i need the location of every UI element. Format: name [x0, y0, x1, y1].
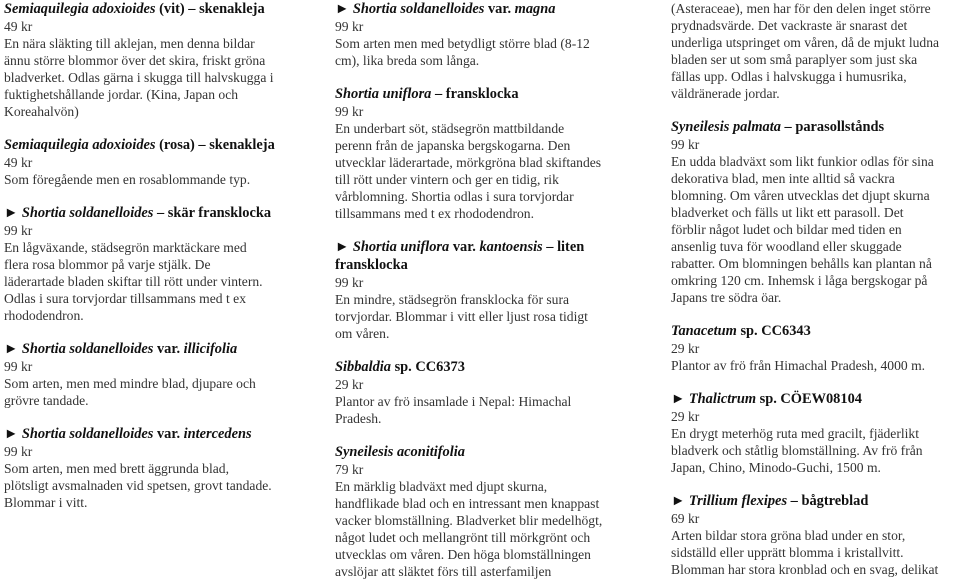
plant-description-line: rhododendron. — [4, 308, 84, 323]
plant-description-line: Plantor av frö från Himachal Pradesh, 4000 m. — [671, 358, 926, 373]
plant-description-line: cm), lika breda som långa. — [335, 53, 480, 68]
arrow-marker-icon: ► — [671, 391, 689, 407]
plant-description-line: vacker blomställning. Bladverket blir medelhögt, — [335, 513, 603, 528]
plant-price: 99 kr — [671, 137, 700, 152]
plant-latin-name: Semiaquilegia adoxioides — [4, 137, 156, 153]
plant-latin-name: Shortia soldanelloides — [21, 341, 154, 357]
arrow-marker-icon: ► — [4, 205, 22, 221]
plant-latin-name: Tanacetum — [671, 323, 737, 339]
plant-description-line: Odlas i sura torvjordar tillsammans med t ex — [4, 291, 246, 306]
plant-entry — [4, 136, 296, 188]
plant-latin-name: Shortia soldanelloides — [352, 1, 485, 17]
plant-title — [335, 85, 627, 103]
plant-latin-name: Syneilesis palmata — [671, 119, 781, 135]
plant-title-rest: sp. CÖEW08104 — [756, 391, 862, 407]
plant-title-rest: – parasollstånds — [780, 119, 885, 135]
plant-description-line: flera rosa blommor på varje stjälk. De — [4, 257, 211, 272]
plant-description-line: En mindre, städsegrön fransklocka för sura — [335, 292, 570, 307]
plant-title-rest: var. — [449, 239, 480, 255]
arrow-marker-icon: ► — [335, 1, 353, 17]
plant-entry — [671, 322, 957, 374]
plant-description-line: Japan, Chino, Minodo-Guchi, 1500 m. — [671, 460, 881, 475]
plant-price: 69 kr — [671, 511, 700, 526]
plant-entry — [335, 358, 627, 427]
plant-entry — [671, 492, 957, 578]
plant-latin-name: Syneilesis aconitifolia — [335, 444, 465, 460]
plant-entry — [335, 238, 627, 342]
plant-description-line: Som arten men med betydligt större blad (8-12 — [335, 36, 590, 51]
plant-title — [4, 136, 296, 154]
plant-latin-name: Shortia soldanelloides — [21, 426, 154, 442]
plant-description-line: bladverk och ståtlig blomställning. Av frö från — [671, 443, 923, 458]
plant-title — [335, 358, 627, 376]
plant-description-line: En underbart söt, städsegrön mattbildande — [335, 121, 565, 136]
arrow-marker-icon: ► — [4, 341, 22, 357]
plant-price: 99 kr — [335, 19, 364, 34]
plant-entry — [671, 118, 957, 306]
plant-entry — [4, 425, 296, 511]
plant-entry — [335, 0, 627, 69]
catalog-column-3 — [671, 0, 957, 578]
plant-description-line: underliga utspringet om våren, då de mjukt ludna — [671, 35, 940, 50]
plant-price: 99 kr — [4, 359, 33, 374]
plant-title — [335, 443, 627, 461]
plant-entry — [335, 443, 627, 580]
plant-description-line: En märklig bladväxt med djupt skurna, — [335, 479, 548, 494]
arrow-marker-icon: ► — [671, 493, 689, 509]
plant-title-rest: sp. CC6373 — [390, 359, 465, 375]
plant-latin-name: Sibbaldia — [335, 359, 391, 375]
plant-description-line: plötsligt avsmalnaden vid spetsen, grovt tandade. — [4, 478, 272, 493]
plant-description-line: sidställd eller upprätt blomma i kristallvitt. — [671, 545, 904, 560]
plant-title — [4, 340, 296, 358]
plant-entry — [671, 390, 957, 476]
plant-description-line: (Asteraceae), men har för den delen inget större — [671, 1, 931, 16]
plant-description-line: Som arten, men med brett äggrunda blad, — [4, 461, 229, 476]
plant-price: 99 kr — [4, 223, 33, 238]
plant-latin-name: Semiaquilegia adoxioides — [4, 1, 156, 17]
plant-description-line: Koreahalvön) — [4, 104, 79, 119]
plant-title-rest: (rosa) – skenakleja — [155, 137, 275, 153]
plant-title-rest: – bågtreblad — [787, 493, 869, 509]
plant-description-line: Som föregående men en rosablommande typ. — [4, 172, 251, 187]
plant-title-rest: sp. CC6343 — [736, 323, 811, 339]
plant-description-line: avslöjar att släktet förs till asterfamiljen — [335, 564, 552, 579]
plant-description-line: väldränerade jordar. — [671, 86, 780, 101]
plant-price: 99 kr — [335, 275, 364, 290]
plant-description-line: omkring 120 cm. Inhemsk i låga bergskogar på — [671, 273, 928, 288]
plant-price: 99 kr — [335, 104, 364, 119]
plant-description-line: om våren. — [335, 326, 390, 341]
plant-variety-name: magna — [514, 1, 556, 17]
arrow-marker-icon: ► — [4, 426, 22, 442]
plant-description-line: Som arten, men med mindre blad, djupare och — [4, 376, 256, 391]
plant-description-line: läderartade bladen skiftar till rött under vintern. — [4, 274, 263, 289]
plant-description-line: dekorativa blad, men inte alltid så vackra — [671, 171, 895, 186]
plant-description-line: bladen ser ut som små paraplyer som just ska — [671, 52, 918, 67]
plant-latin-name: Shortia uniflora — [352, 239, 450, 255]
plant-description-line: prydnadsvärde. Det vackraste är snarast det — [671, 18, 908, 33]
plant-description-line: grövre tandade. — [4, 393, 89, 408]
plant-price: 49 kr — [4, 19, 33, 34]
catalog-column-2 — [335, 0, 627, 580]
plant-title-rest: var. — [484, 1, 515, 17]
plant-latin-name: Thalictrum — [688, 391, 757, 407]
plant-common-name: – liten — [542, 239, 585, 255]
plant-price: 79 kr — [335, 462, 364, 477]
plant-latin-name: Shortia soldanelloides — [21, 205, 154, 221]
plant-description-line: ännu större blommor över det skira, friskt gröna — [4, 53, 266, 68]
plant-description-line: förblir något ludet och bildar med tiden en — [671, 222, 902, 237]
plant-entry — [671, 0, 957, 102]
plant-latin-name: Trillium flexipes — [688, 493, 788, 509]
plant-title-line2: fransklocka — [335, 257, 408, 273]
plant-variety-name: intercedens — [183, 426, 252, 442]
plant-description-line: tillsammans med t ex rhododendron. — [335, 206, 534, 221]
plant-title-rest: (vit) – skenakleja — [155, 1, 265, 17]
plant-entry — [335, 85, 627, 222]
plant-price: 29 kr — [671, 409, 700, 424]
plant-title — [671, 390, 957, 408]
plant-description-line: blomning. Om våren utvecklas det djupt skurna — [671, 188, 930, 203]
plant-description-line: torvjordar. Blommar i vitt eller ljust rosa tidigt — [335, 309, 588, 324]
plant-description-line: bladverket och fälls ut likt ett parasoll. Det — [671, 205, 904, 220]
arrow-marker-icon: ► — [335, 239, 353, 255]
plant-description-line: Pradesh. — [335, 411, 382, 426]
plant-description-line: Blomman har stora kronblad och en svag, delikat — [671, 562, 939, 577]
plant-description-line: handflikade blad och en intressant men knappast — [335, 496, 600, 511]
plant-variety-name: kantoensis — [479, 239, 543, 255]
plant-title-rest: var. — [153, 341, 184, 357]
plant-description-line: Plantor av frö insamlade i Nepal: Himachal — [335, 394, 572, 409]
plant-description-line: till rött under vintern och ger en tidig, rik — [335, 172, 559, 187]
plant-description-line: En udda bladväxt som likt funkior odlas för sina — [671, 154, 934, 169]
plant-description-line: något ludet och mellangrönt till mörkgrönt och — [335, 530, 591, 545]
plant-price: 29 kr — [671, 341, 700, 356]
plant-description-line: vårblomning. Shortia odlas i sura torvjordar — [335, 189, 574, 204]
plant-title — [671, 322, 957, 340]
plant-entry — [4, 0, 296, 120]
plant-description-line: utvecklar läderartade, mörkgröna blad skiftandes — [335, 155, 602, 170]
plant-price: 49 kr — [4, 155, 33, 170]
plant-title — [4, 0, 296, 18]
plant-description-line: utvecklas om våren. Den höga blomställningen — [335, 547, 591, 562]
plant-description-line: rabatter. Om blomningen behålls kan plantan nå — [671, 256, 932, 271]
plant-description-line: En drygt meterhög ruta med gracilt, fjäderlikt — [671, 426, 919, 441]
plant-description-line: En nära släkting till aklejan, men denna bildar — [4, 36, 255, 51]
plant-price: 29 kr — [335, 377, 364, 392]
plant-title-rest: var. — [153, 426, 184, 442]
plant-description-line: Blommar i vitt. — [4, 495, 88, 510]
plant-title — [335, 0, 627, 18]
plant-title — [335, 238, 627, 256]
plant-title-rest: – skär fransklocka — [153, 205, 272, 221]
plant-description-line: Arten bildar stora gröna blad under en stor, — [671, 528, 906, 543]
plant-description-line: perenn från de japanska bergskogarna. Den — [335, 138, 571, 153]
plant-entry — [4, 340, 296, 409]
plant-entry — [4, 204, 296, 324]
plant-title — [4, 204, 296, 222]
plant-description-line: Japans tre södra öar. — [671, 290, 782, 305]
plant-title — [671, 118, 957, 136]
plant-variety-name: illicifolia — [183, 341, 238, 357]
plant-description-line: fuktighetshållande jordar. (Kina, Japan och — [4, 87, 239, 102]
catalog-column-1 — [4, 0, 296, 511]
plant-title — [4, 425, 296, 443]
plant-description-line: En lågväxande, städsegrön marktäckare med — [4, 240, 247, 255]
plant-title-rest: – fransklocka — [431, 86, 519, 102]
plant-price: 99 kr — [4, 444, 33, 459]
plant-latin-name: Shortia uniflora — [335, 86, 432, 102]
plant-title — [671, 492, 957, 510]
plant-description-line: ansenlig tuva för woodland eller skuggade — [671, 239, 902, 254]
plant-description-line: fällas upp. Odlas i halvskugga i humusrika, — [671, 69, 907, 84]
plant-description-line: bladverket. Odlas gärna i skugga till halvskugga i — [4, 70, 274, 85]
